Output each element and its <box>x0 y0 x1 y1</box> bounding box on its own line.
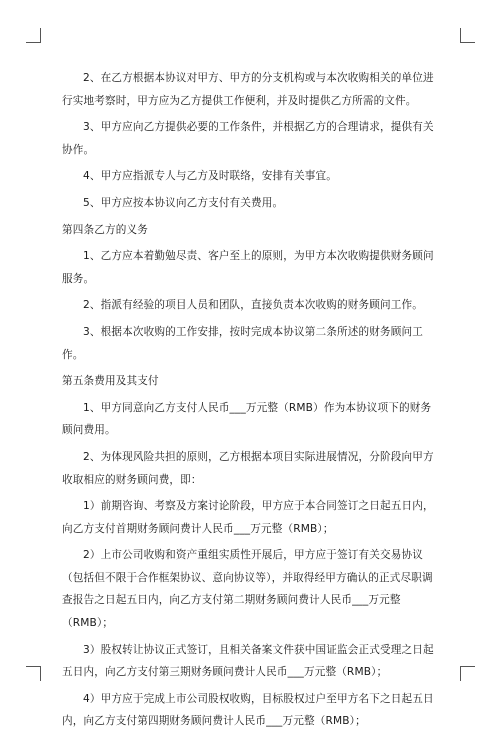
document-body <box>62 67 440 733</box>
paragraph-stage-2: 2）上市公司收购和资产重组实质性开展后，甲方应于签订有关交易协议（包括但不限于合作框架协议、意向协议等），并取得经甲方确认的正式尽职调查报告之日起五日内，向乙方支付第二期财务顾问费计人民币___万元整（RMB）； <box>62 549 433 630</box>
paragraph-obligation-4: 4、甲方应指派专人与乙方及时联络，安排有关事宜。 <box>83 170 337 183</box>
paragraph-stage-1: 1）前期咨询、考察及方案讨论阶段，甲方应于本合同签订之日起五日内，向乙方支付首期财务顾问费计人民币___万元整（RMB）； <box>62 500 434 535</box>
section-heading-article-4: 第四条乙方的义务 <box>62 223 148 236</box>
section-heading-article-5: 第五条费用及其支付 <box>62 375 159 388</box>
crop-mark-top-right <box>460 28 475 43</box>
crop-mark-bottom-right <box>460 666 475 681</box>
paragraph-stage-3: 3）股权转让协议正式签订，且相关备案文件获中国证监会正式受理之日起五日内，向乙方支付第三期财务顾问费计人民币___万元整（RMB）； <box>62 643 434 679</box>
crop-mark-bottom-left <box>26 666 41 681</box>
paragraph-stage-4: 4）甲方应于完成上市公司股权收购，目标股权过户至甲方名下之日起五日内，向乙方支付第四期财务顾问费计人民币___万元整（RMB）； <box>62 692 434 728</box>
paragraph-fee-2: 2、为体现风险共担的原则，乙方根据本项目实际进展情况，分阶段向甲方收取相应的财务顾问费，即： <box>62 450 434 486</box>
paragraph-fee-1: 1、甲方同意向乙方支付人民币___万元整（RMB）作为本协议项下的财务顾问费用。 <box>62 401 432 437</box>
paragraph-party-b-3: 3、根据本次收购的工作安排，按时完成本协议第二条所述的财务顾问工作。 <box>62 325 423 361</box>
paragraph-obligation-5: 5、甲方应按本协议向乙方支付有关费用。 <box>83 196 284 209</box>
crop-mark-top-left <box>26 28 41 43</box>
paragraph-party-b-2: 2、指派有经验的项目人员和团队，直接负责本次收购的财务顾问工作。 <box>83 299 423 312</box>
paragraph-obligation-2: 2、在乙方根据本协议对甲方、甲方的分支机构或与本次收购相关的单位进行实地考察时，甲方应为乙方提供工作便利，并及时提供乙方所需的文件。 <box>62 72 434 107</box>
paragraph-obligation-3: 3、甲方应向乙方提供必要的工作条件，并根据乙方的合理请求，提供有关协作。 <box>62 121 434 156</box>
paragraph-party-b-1: 1、乙方应本着勤勉尽责、客户至上的原则，为甲方本次收购提供财务顾问服务。 <box>62 250 434 285</box>
